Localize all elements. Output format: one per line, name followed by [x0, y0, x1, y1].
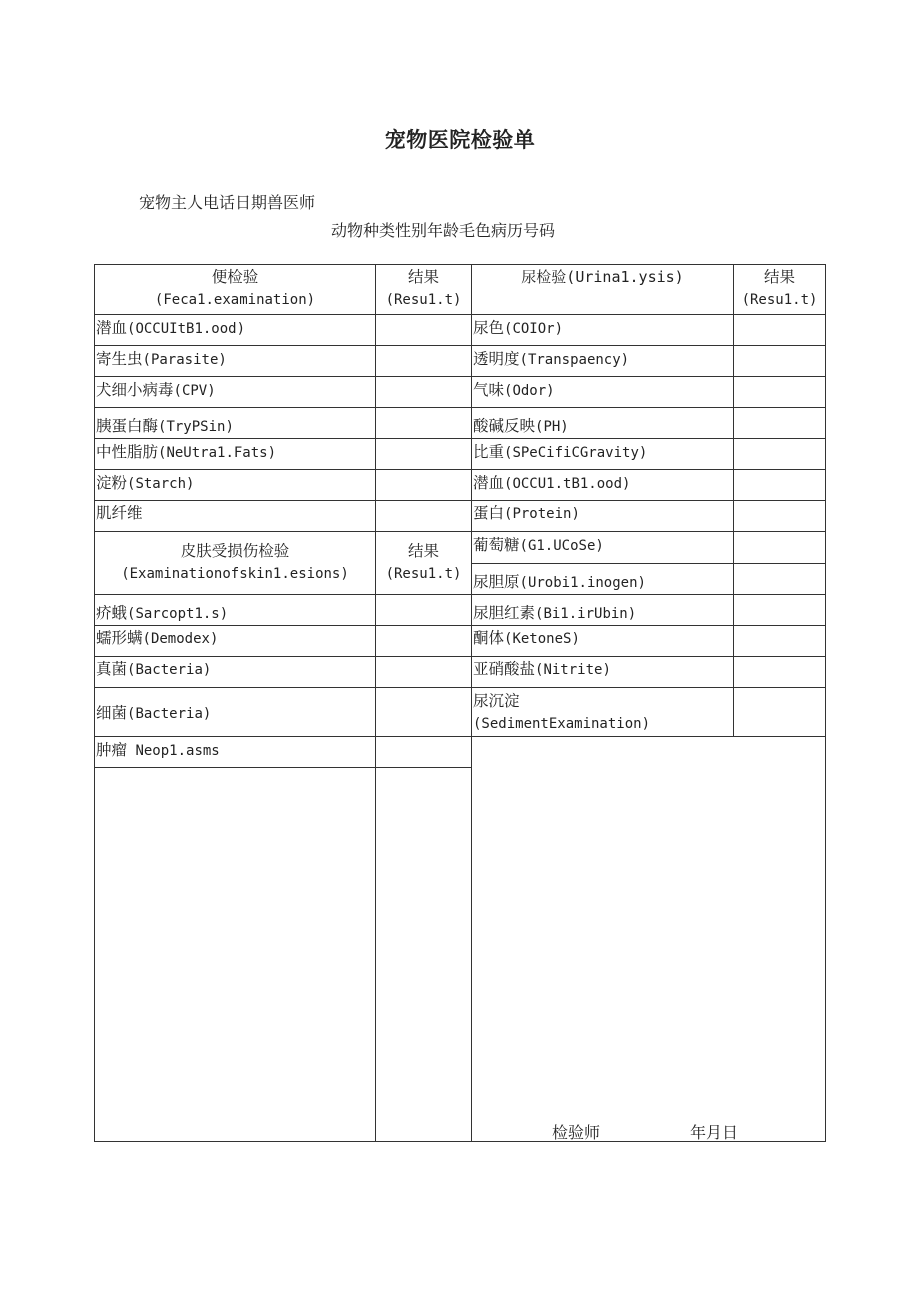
result-header-cn: 结果: [407, 542, 439, 560]
fecal-item-parasite: 寄生虫(Parasite): [96, 350, 227, 368]
skin-header-en: (Examinationofskin1.esions): [121, 566, 349, 582]
fecal-item-trypsin: 胰蛋白酶(TryPSin): [96, 417, 234, 435]
date-label: 年月日: [690, 1123, 739, 1142]
page-title: 宠物医院检验单: [384, 128, 536, 152]
urine-item-color: 尿色(COIOr): [473, 319, 564, 337]
urine-item-odor: 气味(Odor): [473, 381, 555, 399]
urine-item-protein: 蛋白(Protein): [473, 504, 580, 522]
skin-header-cn: 皮肤受损伤检验: [180, 542, 290, 560]
result-header-cn: 结果: [407, 268, 439, 286]
fecal-item-neutral-fats: 中性脂肪(NeUtra1.Fats): [96, 443, 277, 461]
urine-item-ketones: 酮体(KetoneS): [473, 629, 580, 647]
fecal-header-cn: 便检验: [211, 268, 259, 286]
animal-info-line: 动物种类性别年龄毛色病历号码: [331, 221, 556, 240]
urine-header-text: 尿检验(Urina1.ysis): [521, 268, 684, 286]
fecal-item-starch: 淀粉(Starch): [96, 474, 195, 492]
owner-info-line: 宠物主人电话日期兽医师: [139, 193, 316, 212]
fecal-item-cpv: 犬细小病毒(CPV): [96, 381, 216, 399]
urine-item-specific-gravity: 比重(SPeCifiCGravity): [473, 443, 648, 461]
skin-item-sarcoptes: 疥蛾(Sarcopt1.s): [96, 604, 229, 622]
fecal-result-header: [376, 266, 471, 312]
urine-item-nitrite: 亚硝酸盐(Nitrite): [473, 660, 611, 678]
urine-item-bilirubin: 尿胆红素(Bi1.irUbin): [473, 604, 637, 622]
skin-header: [95, 540, 375, 586]
urine-item-occult-blood: 潜血(OCCU1.tB1.ood): [473, 474, 631, 492]
result-header-en: (Resu1.t): [385, 292, 462, 308]
urine-item-glucose: 葡萄糖(G1.UCoSe): [473, 536, 604, 554]
urine-item-urobilinogen: 尿胆原(Urobi1.inogen): [473, 573, 646, 591]
skin-item-fungi: 真菌(Bacteria): [96, 660, 212, 678]
skin-item-bacteria: 细菌(Bacteria): [96, 704, 212, 722]
inspector-label: 检验师: [552, 1123, 601, 1142]
urine-header: [472, 266, 733, 289]
result-header-cn: 结果: [763, 268, 795, 286]
fecal-item-occult-blood: 潜血(OCCUItB1.ood): [96, 319, 246, 337]
urine-item-transparency: 透明度(Transpaency): [473, 350, 630, 368]
urine-result-header: [734, 266, 825, 312]
result-header-en: (Resu1.t): [385, 566, 462, 582]
fecal-header: [95, 266, 375, 312]
urine-item-sediment: 尿沉淀 (SedimentExamination): [473, 692, 651, 732]
urine-item-ph: 酸碱反映(PH): [473, 417, 569, 435]
result-header-en: (Resu1.t): [741, 292, 818, 308]
skin-item-neoplasms: 肿瘤 Neop1.asms: [96, 741, 220, 759]
skin-result-header: [376, 540, 471, 586]
fecal-item-muscle-fiber: 肌纤维: [96, 504, 143, 522]
fecal-header-en: (Feca1.examination): [154, 292, 316, 308]
skin-item-demodex: 蠕形螨(Demodex): [96, 629, 219, 647]
